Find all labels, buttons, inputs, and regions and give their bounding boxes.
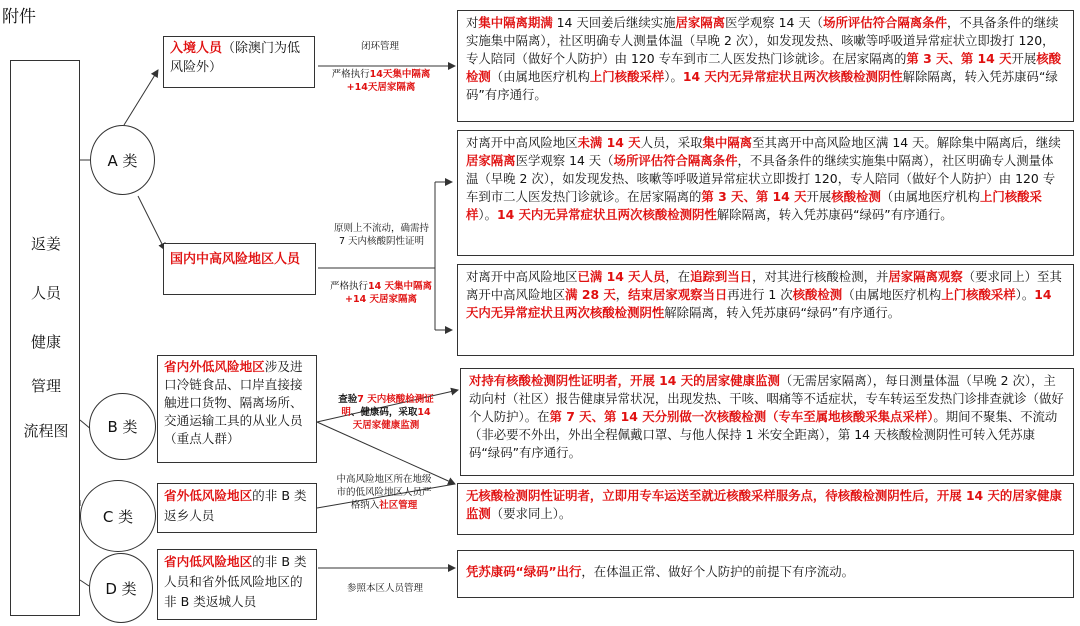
t4-segment: 。期间不聚集、不流动（非必要不外出，外出全程佩戴口罩、与他人保持 1 米安全距离），第 14 天核酸检测阴性可转入凭苏康码“绿码”有序通行。 — [469, 409, 1058, 460]
t2-segment: （由属地医疗机构 — [880, 189, 980, 204]
group-d-rest: 的非 B 类人员和省外低风险地区的非 B 类返城人员 — [164, 554, 307, 609]
t1-segment: 开展 — [1011, 51, 1037, 66]
note-closed-loop: 闭环管理 — [360, 41, 399, 52]
t1-segment: 医学观察 14 天（ — [725, 15, 824, 30]
t3-segment: 居家隔离观察 — [888, 269, 963, 284]
category-d-label: D 类 — [105, 579, 137, 598]
note-entry-exec — [326, 68, 436, 94]
note-b-check-b: 7 天内核酸检测证明 — [341, 394, 434, 418]
category-c-label: C 类 — [102, 507, 134, 526]
t2-segment: 解除隔离，转入凭苏康码“绿码”有序通行。 — [716, 207, 953, 222]
category-b-label: B 类 — [107, 418, 138, 436]
group-b-red: 省内外低风险地区 — [164, 359, 265, 374]
t2-segment: ）。 — [478, 207, 497, 222]
t5-segment: （要求同上）。 — [490, 506, 572, 521]
t1-segment: ）。 — [664, 69, 683, 84]
group-d-red: 省内低风险地区 — [164, 554, 253, 569]
group-c-red: 省外低风险地区 — [164, 488, 253, 503]
t2-segment: 开展 — [806, 189, 832, 204]
note-c-b: 社区管理 — [379, 500, 418, 511]
t2-segment: 第 3 天、第 14 天 — [701, 189, 807, 204]
title-word-1: 返姜 — [30, 235, 61, 253]
t1-segment: 解除隔离，转入凭苏康码“绿码”有序通行。 — [466, 69, 1058, 102]
group-d-box — [157, 549, 317, 620]
t2-segment: 场所评估符合隔离条件 — [613, 153, 738, 168]
t3-segment: （要求同上）至其离开中高风险地区 — [466, 269, 1062, 302]
note-b-check — [338, 393, 434, 432]
t1-segment: 14 天内无异常症状且两次核酸检测阴性 — [682, 69, 903, 84]
t3-segment: （由属地医疗机构 — [842, 287, 942, 302]
note-b-check-c: 、健康码，采取 — [350, 407, 418, 418]
text-box-b-without-certificate — [457, 483, 1074, 535]
t2-segment: 上门核酸采样 — [466, 189, 1042, 222]
t4-segment: 第 7 天、第 14 天分别做一次核酸检测（专车至属地核酸采集点采样） — [549, 409, 934, 424]
group-domestic-box — [163, 243, 316, 295]
category-a-label: A 类 — [107, 151, 138, 170]
t3-segment: ）。 — [1015, 287, 1035, 302]
category-a-circle — [90, 125, 155, 195]
t3-segment: 14 天内无异常症状且两次核酸检测阴性 — [466, 287, 1052, 320]
t4-segment: 对持有核酸检测阴性证明者，开展 14 天的居家健康监测 — [469, 373, 780, 388]
t1-segment: 上门核酸采样 — [589, 69, 665, 84]
category-c-circle — [80, 480, 156, 552]
note-domestic-exec-b: 14 天集中隔离+14 天居家隔离 — [345, 281, 433, 305]
note-d: 参照本区人员管理 — [346, 583, 423, 594]
note-domestic-exec — [326, 280, 436, 306]
t5-segment: 无核酸检测阴性证明者，立即用专车运送至就近核酸采样服务点，待核酸检测阴性后，开展 14 天的居家健康监测 — [466, 488, 1062, 521]
t2-segment: 居家隔离 — [466, 153, 516, 168]
t1-segment: 核酸检测 — [466, 51, 1062, 84]
t3-segment: 上门核酸采样 — [941, 287, 1016, 302]
t2-segment: ，不具备条件的继续实施集中隔离），社区明确专人测量体温（早晚 2 次），如发现发热、咳嗽等呼吸道异常症状立即拨打 120，专人陪同（做好个人防护）由 120 专车到市二人医发热门诊就诊。在居家隔离的 — [466, 153, 1056, 204]
t2-segment: 至其离开中高风险地区满 14 天。解除集中隔离后，继续 — [752, 135, 1061, 150]
text-box-b-with-certificate — [460, 368, 1074, 476]
t3-segment: ，对其进行核酸检测，并 — [752, 269, 889, 284]
t1-segment: 集中隔离期满 — [478, 15, 553, 30]
t4-segment: （无需居家隔离），每日测量体温（早晚 2 次），主动向村（社区）报告健康异常状况，出现发热、干咳、咽痛等不适症状，专车转运至发热门诊排查就诊（做好个人防护）。在 — [469, 373, 1064, 424]
text-box-entry — [457, 10, 1074, 122]
t1-segment: ，不具备条件的继续实施集中隔离），社区明确专人测量体温（早晚 2 次），如发现发热、咳嗽等呼吸道异常症状立即拨打 120，专人陪同（做好个人防护）由 120 专车到市二人医发热门诊就诊。在居家隔离的 — [466, 15, 1059, 66]
note-b-check-a: 查验 — [338, 394, 358, 405]
t3-segment: ， — [615, 287, 629, 302]
group-entry-box — [163, 36, 315, 88]
t3-segment: 结束居家观察当日 — [628, 287, 728, 302]
t3-segment: 核酸检测 — [792, 287, 843, 302]
note-entry-exec-b: 14天集中隔离+14天居家隔离 — [346, 69, 431, 93]
t6-segment: ，在体温正常、做好个人防护的前提下有序流动。 — [581, 564, 855, 579]
group-entry-red: 入境人员 — [170, 41, 223, 56]
group-entry-rest: （除澳门为低风险外） — [170, 41, 301, 75]
category-d-circle — [89, 553, 153, 623]
text-box-domestic-under-14 — [457, 130, 1074, 256]
group-b-box — [157, 355, 317, 463]
t6-segment: 凭苏康码“绿码”出行 — [466, 564, 582, 579]
t1-segment: （由属地医疗机构 — [490, 69, 590, 84]
t1-segment: 对 — [466, 15, 479, 30]
t1-segment: 场所评估符合隔离条件 — [823, 15, 947, 30]
t3-segment: 已满 14 天人员 — [577, 269, 666, 284]
note-c — [332, 473, 436, 512]
group-c-rest: 的非 B 类返乡人员 — [164, 488, 307, 523]
note-principle: 原则上不流动，确需持 7 天内核酸阴性证明 — [334, 223, 430, 247]
t2-segment: 集中隔离 — [702, 135, 753, 150]
title-word-4: 管理 — [30, 377, 61, 395]
t3-segment: ，在 — [665, 269, 691, 284]
title-word-2: 人员 — [30, 284, 61, 302]
t2-segment: 人员，采取 — [640, 135, 703, 150]
text-box-d — [457, 550, 1074, 598]
note-c-a: 中高风险地区所在地级市的低风险地区人员严格纳入 — [336, 474, 432, 511]
text-box-domestic-over-14 — [457, 264, 1074, 356]
note-b-check-d: 14 天居家健康监测 — [352, 407, 431, 431]
t1-segment: 14 天回姜后继续实施 — [552, 15, 676, 30]
note-domestic-exec-a: 严格执行 — [329, 281, 368, 292]
t2-segment: 对离开中高风险地区 — [466, 135, 578, 150]
t2-segment: 医学观察 14 天（ — [515, 153, 614, 168]
title-word-3: 健康 — [30, 333, 61, 351]
t2-segment: 核酸检测 — [831, 189, 881, 204]
t3-segment: 解除隔离，转入凭苏康码“绿码”有序通行。 — [664, 305, 901, 320]
t2-segment: 未满 14 天 — [577, 135, 641, 150]
category-b-circle — [89, 393, 156, 460]
t1-segment: 第 3 天、第 14 天 — [906, 51, 1012, 66]
t1-segment: 居家隔离 — [675, 15, 726, 30]
group-c-box — [157, 483, 317, 533]
title-word-5: 流程图 — [23, 422, 69, 440]
page-title: 附件 — [2, 7, 36, 27]
group-b-rest: 涉及进口冷链食品、口岸直接接触进口货物、隔离场所、交通运输工具的从业人员（重点人群） — [164, 359, 303, 446]
t3-segment: 追踪到当日 — [690, 269, 753, 284]
t3-segment: 满 28 天 — [565, 287, 616, 302]
t3-segment: 再进行 1 次 — [727, 287, 793, 302]
group-domestic-red: 国内中高风险地区人员 — [170, 252, 301, 267]
t2-segment: 14 天内无异常症状且两次核酸检测阴性 — [496, 207, 717, 222]
t3-segment: 对离开中高风险地区 — [466, 269, 578, 284]
note-entry-exec-a: 严格执行 — [331, 69, 370, 80]
